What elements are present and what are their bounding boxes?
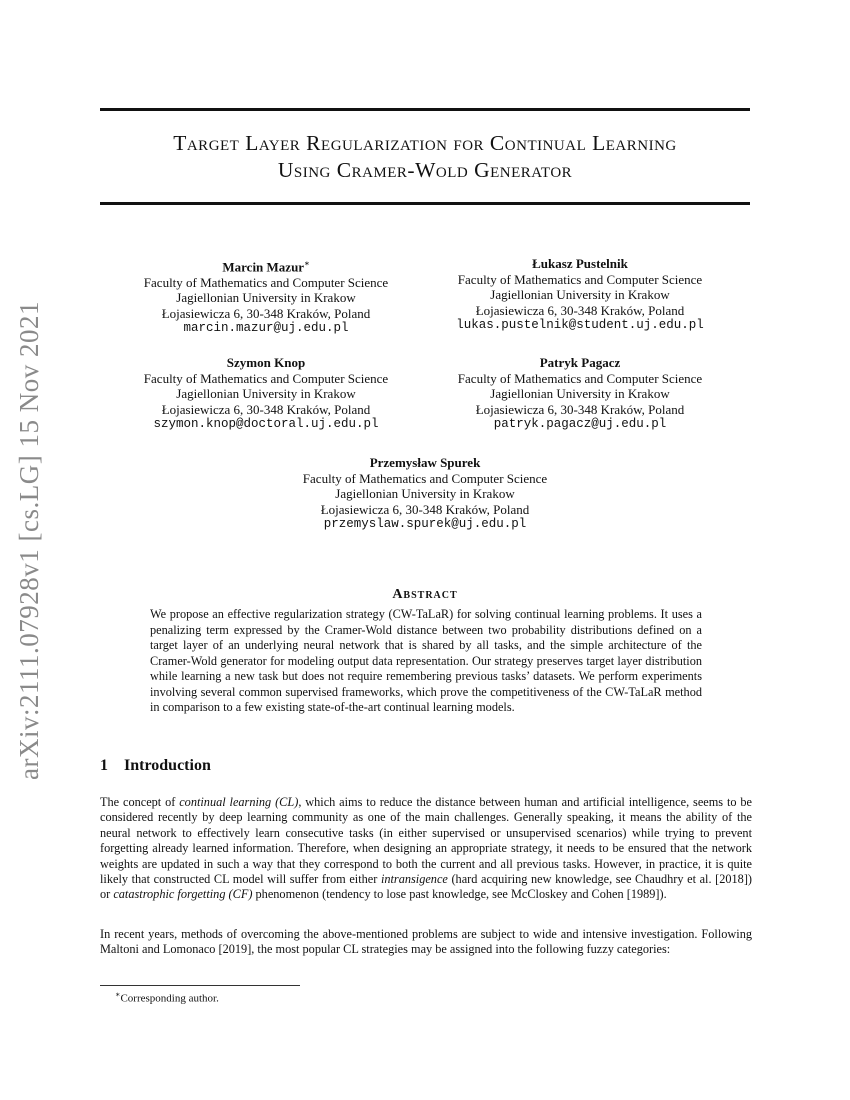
author-affiliation: Faculty of Mathematics and Computer Science	[302, 470, 548, 486]
author-address: Łojasiewicza 6, 30-348 Kraków, Poland	[475, 302, 685, 318]
footnote	[115, 990, 219, 1005]
term-continual-learning: continual learning (CL)	[179, 795, 299, 809]
abstract-heading: Abstract	[392, 587, 458, 602]
author-university: Jagiellonian University in Krakow	[335, 486, 515, 501]
title-top-rule	[100, 108, 750, 111]
arxiv-identifier-text: arXiv:2111.07928v1 [cs.LG] 15 Nov 2021	[13, 300, 44, 780]
author-block-pustelnik	[430, 256, 730, 334]
author-name: Szymon Knop	[226, 355, 306, 370]
author-name: Łukasz Pustelnik	[532, 256, 628, 271]
author-name: Marcin Mazur∗	[222, 259, 310, 275]
title-bottom-rule	[100, 202, 750, 205]
author-name: Patryk Pagacz	[539, 355, 621, 370]
section-title: Introduction	[124, 757, 211, 774]
author-address: Łojasiewicza 6, 30-348 Kraków, Poland	[320, 501, 530, 517]
section-number: 1	[100, 757, 108, 774]
footnote-rule	[100, 985, 300, 986]
author-footnote-mark: ∗	[304, 259, 310, 268]
term-intransigence: intransigence	[380, 872, 448, 887]
author-university: Jagiellonian University in Krakow	[176, 386, 356, 401]
author-affiliation: Faculty of Mathematics and Computer Science	[457, 370, 703, 386]
title-line-1: Target Layer Regularization for Continual Learning	[173, 131, 677, 155]
author-email: patryk.pagacz@uj.edu.pl	[493, 417, 667, 431]
author-address: Łojasiewicza 6, 30-348 Kraków, Poland	[161, 401, 371, 417]
paper-title	[100, 130, 750, 184]
author-address: Łojasiewicza 6, 30-348 Kraków, Poland	[475, 401, 685, 417]
author-university: Jagiellonian University in Krakow	[490, 386, 670, 401]
arxiv-identifier-stamp	[8, 290, 50, 790]
author-address: Łojasiewicza 6, 30-348 Kraków, Poland	[161, 305, 371, 321]
author-email: przemyslaw.spurek@uj.edu.pl	[323, 517, 527, 531]
author-email: szymon.knop@doctoral.uj.edu.pl	[153, 417, 379, 431]
footnote-text: Corresponding author.	[120, 992, 219, 1005]
author-email: marcin.mazur@uj.edu.pl	[183, 321, 349, 336]
author-university: Jagiellonian University in Krakow	[490, 287, 670, 302]
author-block-knop	[128, 355, 404, 433]
intro-paragraph-1: The concept of continual learning (CL), which aims to reduce the distance between human and artificial intelligence, seems to be considered recently by deep learning community as one of the main challenges. Generally speaking, it means the ability of the neural network to effectively learn consecutive tasks (in either supervised or unsupervised scenarios) while trying to prevent forgetting already learned information. Therefore, when designing an appropriate strategy, it needs to be ensured that the network weights are updated in such a way that they correspond to both the current and all previous tasks. However, in practice, it is quite likely that constructed CL model will suffer from either intransigence (hard acquiring new knowledge, see Chaudhry et al. [2018]) or catastrophic forgetting (CF) phenomenon (tendency to lose past knowledge, see McCloskey and Cohen [1989]).	[100, 795, 753, 902]
author-name: Przemysław Spurek	[369, 455, 481, 470]
abstract-text: We propose an effective regularization strategy (CW-TaLaR) for solving continual learning problems. It uses a penalizing term expressed by the Cramer-Wold distance between two probability distributions defined on a target layer of an underlying neural network that is shared by all tasks, and the simple architecture of the Cramer-Wold generator for modeling output data representation. Our strategy preserves target layer distribution while learning a new task but does not require remembering previous tasks’ datasets. We perform experiments involving several common supervised frameworks, which prove the competitiveness of the CW-TaLaR method in comparison to a few existing state-of-the-art continual learning models.	[150, 607, 702, 714]
author-affiliation: Faculty of Mathematics and Computer Science	[143, 370, 389, 386]
author-block-pagacz	[440, 355, 720, 433]
author-block-spurek	[280, 455, 570, 533]
intro-paragraph-2: In recent years, methods of overcoming the above-mentioned problems are subject to wide and intensive investigation. Following Maltoni and Lomonaco [2019], the most popular CL strategies may be assigned into the following fuzzy categories:	[100, 927, 752, 957]
section-heading-introduction	[100, 757, 211, 775]
term-catastrophic-forgetting: catastrophic forgetting (CF)	[113, 887, 253, 902]
author-affiliation: Faculty of Mathematics and Computer Science	[457, 271, 703, 287]
author-university: Jagiellonian University in Krakow	[176, 290, 356, 306]
footnote-mark: ∗	[115, 990, 121, 999]
author-block-mazur	[128, 256, 404, 337]
author-email: lukas.pustelnik@student.uj.edu.pl	[456, 318, 704, 332]
title-line-2: Using Cramer-Wold Generator	[277, 158, 573, 182]
author-affiliation: Faculty of Mathematics and Computer Science	[143, 274, 389, 290]
